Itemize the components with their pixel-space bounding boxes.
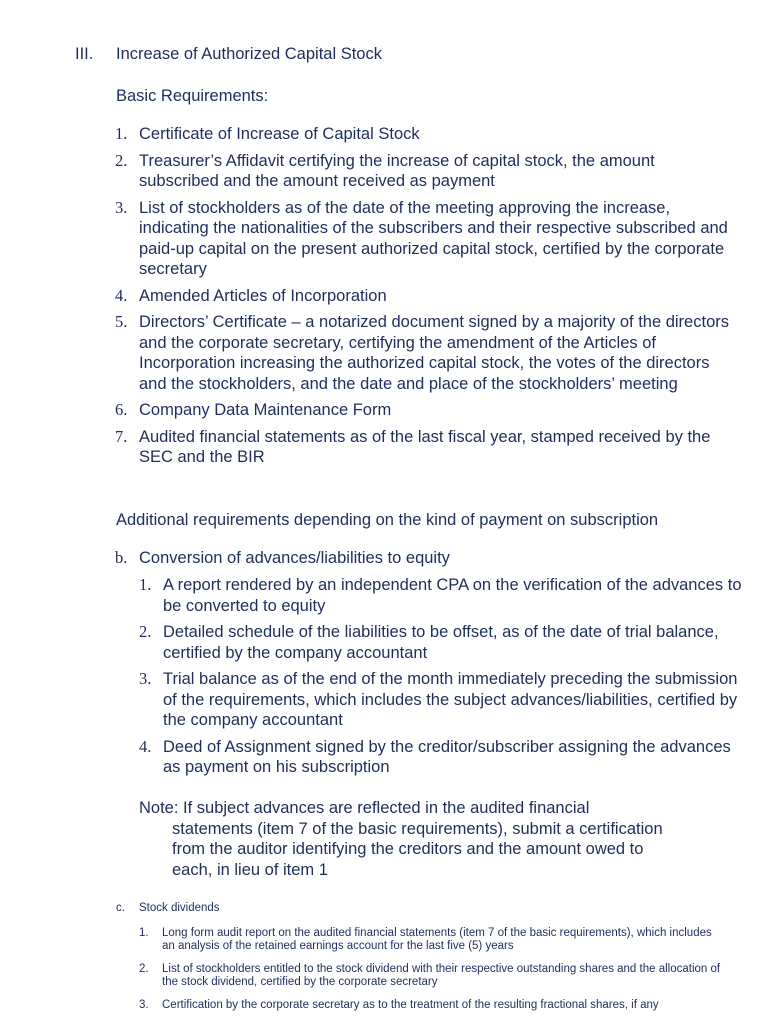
list-marker: b.	[115, 548, 128, 567]
list-marker: 2.	[115, 150, 128, 170]
additional-requirements-heading: Additional requirements depending on the kind of payment on subscription	[116, 511, 659, 529]
list-marker: 1.	[139, 927, 149, 939]
stock-dividends-heading	[116, 902, 220, 916]
list-marker: 3.	[115, 197, 128, 217]
list-marker: 3.	[139, 999, 149, 1011]
list-item-text: A report rendered by an independent CPA on the verification of the advances to be converted to equity	[163, 576, 742, 615]
list-item-text: Certificate of Increase of Capital Stock	[139, 125, 420, 143]
list-item	[115, 150, 739, 192]
list-marker: 2.	[139, 622, 152, 641]
list-item-text: List of stockholders entitled to the stock dividend with their respective outstanding shares and the allocation of the stock dividend, certified by the corporate secretary	[162, 963, 721, 988]
basic-requirements-list	[115, 124, 739, 474]
section-heading	[75, 45, 382, 64]
list-item-text: Detailed schedule of the liabilities to be offset, as of the date of trial balance, certified by the company accountant	[163, 623, 719, 662]
list-item	[139, 736, 743, 778]
note-paragraph	[139, 798, 729, 880]
list-item	[115, 197, 739, 280]
note-line: from the auditor identifying the creditors and the amount owed to	[172, 840, 644, 858]
list-item	[115, 400, 739, 421]
list-marker: 4.	[115, 285, 128, 305]
list-item-text: List of stockholders as of the date of the meeting approving the increase, indicating the nationalities of the subscribers and their respective subscribed and paid-up capital on the present authorized capital stock, certified by the corporate secretary	[139, 198, 728, 278]
list-marker: c.	[116, 902, 125, 914]
stock-dividends-list	[139, 927, 722, 1022]
note-line: Note: If subject advances are reflected in the audited financial	[139, 799, 590, 817]
list-item-text: Treasurer’s Affidavit certifying the increase of capital stock, the amount subscribed and the amount received as payment	[139, 151, 655, 190]
list-marker: 3.	[139, 669, 152, 688]
list-item	[139, 963, 722, 989]
list-item	[139, 669, 743, 731]
basic-requirements-heading: Basic Requirements:	[116, 87, 269, 105]
section-title: Increase of Authorized Capital Stock	[116, 45, 382, 63]
list-marker: 7.	[115, 426, 128, 446]
list-item-text: Trial balance as of the end of the month immediately preceding the submission of the requirements, which includes the subject advances/liabilities, certified by the company accountant	[163, 670, 738, 729]
list-item-text: Audited financial statements as of the last fiscal year, stamped received by the SEC and the BIR	[139, 427, 711, 466]
list-item-text: Certification by the corporate secretary as to the treatment of the resulting fractional shares, if any	[162, 999, 659, 1011]
list-marker: 2.	[139, 963, 149, 975]
list-item	[139, 622, 743, 663]
list-item	[115, 285, 739, 307]
list-marker: 4.	[139, 736, 152, 756]
list-item	[115, 312, 739, 394]
list-item	[139, 575, 743, 616]
list-item-text: Amended Articles of Incorporation	[139, 286, 387, 305]
list-item-text: Directors’ Certificate – a notarized document signed by a majority of the directors and the corporate secretary, certifying the amendment of the Articles of Incorporation increasing the authorized capital stock, the votes of the directors and the stockholders, and the date and place of the stockholders’ meeting	[139, 313, 729, 393]
list-item-text: Deed of Assignment signed by the creditor/subscriber assigning the advances as payment on his subscription	[163, 737, 731, 776]
conversion-item-title: Conversion of advances/liabilities to equity	[139, 549, 450, 567]
section-number: III.	[75, 45, 94, 63]
list-item-text: Long form audit report on the audited financial statements (item 7 of the basic requirements), which includes an analysis of the retained earnings account for the last five (5) years	[162, 927, 712, 952]
conversion-requirements-list	[139, 575, 743, 784]
list-item	[115, 124, 739, 145]
list-marker: 1.	[139, 575, 152, 594]
stock-dividends-title: Stock dividends	[139, 902, 220, 914]
list-item	[139, 999, 722, 1012]
note-line: statements (item 7 of the basic requirements), submit a certification	[172, 819, 663, 838]
list-marker: 5.	[115, 312, 128, 331]
note-line: each, in lieu of item 1	[172, 860, 328, 879]
conversion-item-heading	[115, 548, 450, 569]
list-item	[115, 426, 739, 468]
list-marker: 1.	[115, 124, 128, 143]
list-item	[139, 927, 722, 953]
list-item-text: Company Data Maintenance Form	[139, 401, 392, 419]
list-marker: 6.	[115, 400, 128, 419]
